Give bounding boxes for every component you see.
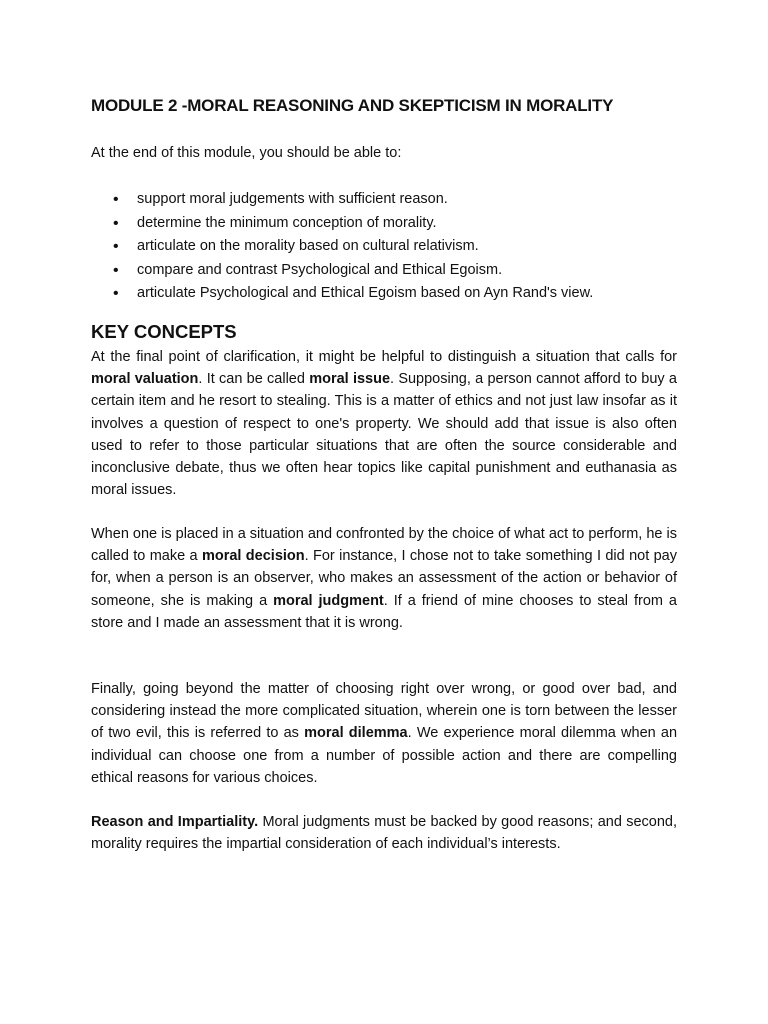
objectives-list [91,188,681,306]
text-run: When one is placed in a situation and confronted by the choice of what act to perform, he is called to make a [91,526,677,565]
term-moral-dilemma: moral dilemma [304,725,408,742]
text-run: . For instance, I chose not to take something I did not pay for, when a person is an observer, who makes an assessment of the action or behavior of someone, she is making a [91,548,677,609]
objective-item: • determine the minimum conception of morality. [91,212,681,236]
module-title: MODULE 2 -MORAL REASONING AND SKEPTICISM IN MORALITY [91,96,614,115]
key-concepts-heading: KEY CONCEPTS [91,321,237,342]
paragraph-moral-issue [91,346,677,501]
text-run: At the final point of clarification, it might be helpful to distinguish a situation that calls for [91,349,677,365]
objective-item: • compare and contrast Psychological and Ethical Egoism. [91,259,681,283]
intro-text: At the end of this module, you should be able to: [91,145,402,161]
term-moral-judgment: moral judgment [273,592,384,609]
paragraph-moral-decision [91,523,677,634]
objective-item: • support moral judgements with sufficient reason. [91,188,681,212]
objective-item: • articulate Psychological and Ethical Egoism based on Ayn Rand's view. [91,282,681,306]
text-run: . It can be called [198,371,310,388]
term-moral-decision: moral decision [201,548,305,565]
paragraph-reason-impartiality [91,811,677,855]
text-run: . Supposing, a person cannot afford to buy a certain item and he resort to stealing. This is a matter of ethics and not just law insofar as it involves a question of respect to one's property. We should add that issue is also often used to refer to those particular situations that are often the source considerable and inconclusive debate, thus we often hear topics like capital punishment and euthanasia as moral issues. [91,371,677,499]
text-run: . If a friend of mine chooses to steal from a store and I made an assessment that it is wrong. [91,592,677,631]
term-moral-valuation: moral valuation [91,371,199,388]
text-run: Moral judgments must be backed by good reasons; and second, morality requires the impartial consideration of each individual’s interests. [91,814,677,853]
objective-item: • articulate on the morality based on cultural relativism. [91,235,681,259]
term-moral-issue: moral issue [309,371,391,388]
text-run: . We experience moral dilemma when an individual can choose one from a number of possible action and there are compelling ethical reasons for various choices. [91,725,678,786]
paragraph-moral-dilemma [91,678,677,789]
term-reason-impartiality: Reason and Impartiality. [91,814,259,830]
text-run: Finally, going beyond the matter of choosing right over wrong, or good over bad, and considering instead the more complicated situation, wherein one is torn between the lesser of two evil, this is referred to as [91,681,677,742]
